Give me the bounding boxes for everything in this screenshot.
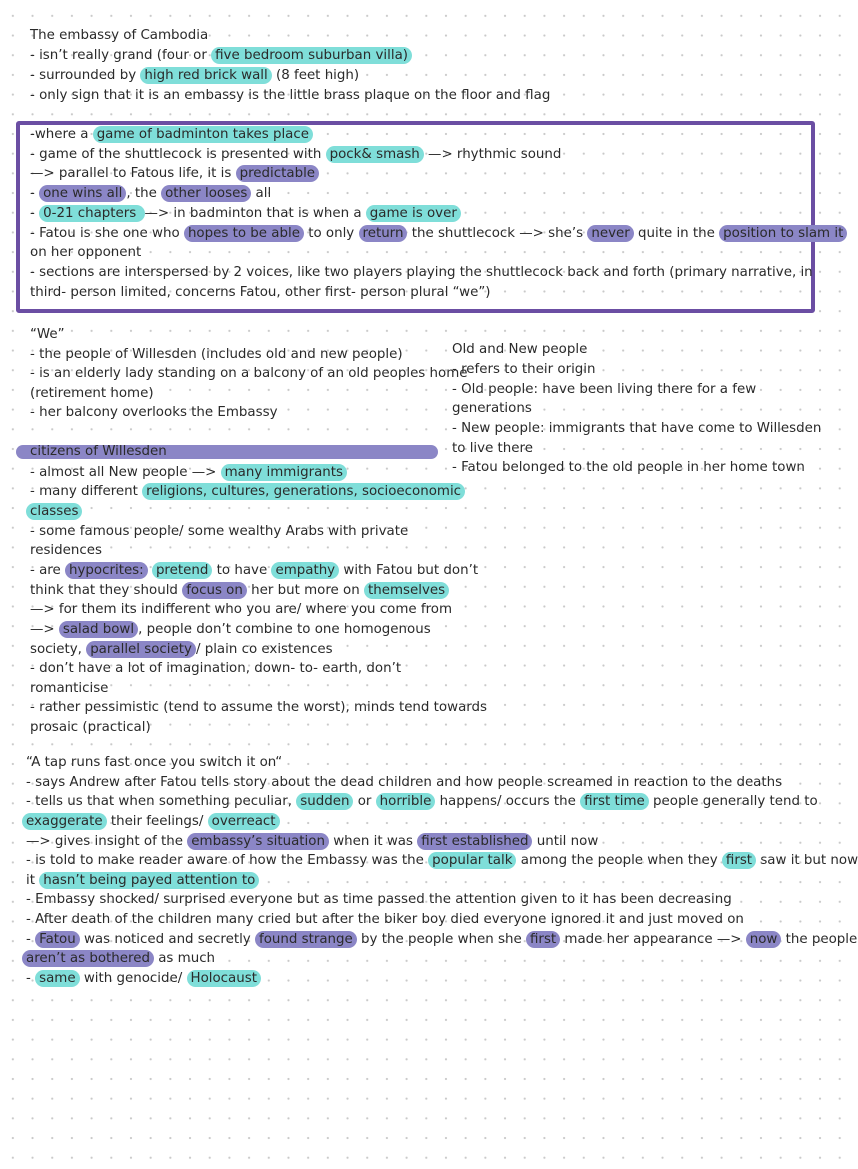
note-line: - Embassy shocked/ surprised everyone but as time passed the attention given to it has been decreasing [26,892,732,907]
highlight: now [746,931,782,948]
note-line: - 0-21 chapters —> in badminton that is when a game is over [30,204,461,224]
highlight: horrible [376,793,436,810]
highlight: other looses [161,185,251,202]
highlight: found strange [255,931,357,948]
note-line: think that they should focus on her but more on themselves [30,581,449,601]
note-line: romanticise [30,681,109,696]
note-line: - are hypocrites: pretend to have empathy with Fatou but don’t [30,563,479,578]
embassy-heading: The embassy of Cambodia [30,28,209,43]
note-line: - her balcony overlooks the Embassy [30,405,278,420]
note-line: - is an elderly lady standing on a balcony of an old peoples home [30,366,468,381]
note-line: - many different religions, cultures, generations, socioeconomic [30,482,465,502]
note-line: - game of the shuttlecock is presented with pock& smash —> rhythmic sound [30,147,562,162]
note-line: - the people of Willesden (includes old and new people) [30,347,403,362]
note-line: - Old people: have been living there for a few [452,382,757,397]
note-line: - rather pessimistic (tend to assume the worst), minds tend towards [30,700,488,715]
highlight: hopes to be able [184,225,304,242]
note-line: - is told to make reader aware of how the Embassy was the popular talk among the people when they first saw it but now [26,853,858,868]
highlight: high red brick wall [140,67,271,84]
highlight: hypocrites: [65,562,148,579]
highlight: parallel society [86,641,196,658]
note-line: - isn’t really grand (four or five bedroom suburban villa) [30,46,412,66]
note-line: - Fatou was noticed and secretly found strange by the people when she first made her appearance —> now the people [26,932,858,947]
highlight: predictable [236,165,319,182]
note-line: - don’t have a lot of imagination, down- to- earth, don’t [30,661,402,676]
note-line: - says Andrew after Fatou tells story about the dead children and how people screamed in reaction to the deaths [26,775,783,790]
highlight: sudden [296,793,353,810]
highlight: game of badminton takes place [93,126,313,143]
highlight: one wins all [39,185,126,202]
note-line: generations [452,401,532,416]
note-line: - refers to their origin [452,362,596,377]
tap-heading: “A tap runs fast once you switch it on“ [26,755,283,770]
highlight: position to slam it [719,225,847,242]
note-line: residences [30,543,102,558]
note-line [26,502,82,522]
note-line: society, parallel society / plain co existences [30,642,333,657]
note-line: - some famous people/ some wealthy Arabs with private [30,524,409,539]
note-line: - tells us that when something peculiar, sudden or horrible happens/ occurs the first time people generally tend to [26,794,818,809]
highlight: empathy [271,562,339,579]
highlight: game is over [366,205,461,222]
note-line: (retirement home) [30,386,154,401]
note-line: - Fatou belonged to the old people in her home town [452,460,805,475]
highlight: five bedroom suburban villa) [211,47,412,64]
we-heading: “We” [30,327,65,342]
note-line: - sections are interspersed by 2 voices, like two players playing the shuttlecock back and forth (primary narrative, in [30,265,813,280]
highlight: religions, cultures, generations, socioeconomic [142,483,465,500]
highlight: overreact [208,813,280,830]
highlight: Fatou [35,931,80,948]
highlight: salad bowl [59,621,138,638]
highlight: first time [580,793,649,810]
highlight: exaggerate [22,813,107,830]
note-line: - After death of the children many cried but after the biker boy died everyone ignored it and just moved on [26,912,744,927]
highlight: popular talk [428,852,516,869]
highlight: return [359,225,408,242]
note-line: to live there [452,441,533,456]
note-line: - surrounded by high red brick wall (8 feet high) [30,68,360,83]
highlight: aren’t as bothered [22,950,154,967]
highlight: many immigrants [221,464,347,481]
note-line: —> gives insight of the embassy’s situation when it was first established until now [26,834,599,849]
note-line: —> for them its indifferent who you are/ where you come from [30,602,453,617]
note-line: - only sign that it is an embassy is the little brass plaque on the floor and flag [30,88,551,103]
note-line: - same with genocide/ Holocaust [26,969,261,989]
old-new-heading: Old and New people [452,342,588,357]
citizens-label: citizens of Willesden [30,444,167,459]
highlight: pretend [152,562,212,579]
note-line: - Fatou is she one who hopes to be able to only return the shuttlecock —> she’s never quite in the position to slam it [30,224,847,244]
note-line: prosaic (practical) [30,720,151,735]
highlight: themselves [364,582,449,599]
highlight: first established [417,833,532,850]
highlight: Holocaust [187,970,261,987]
highlight: same [35,970,79,987]
highlight: pock& smash [326,146,424,163]
note-line: —> parallel to Fatous life, it is predictable [30,164,319,184]
highlight: never [587,225,633,242]
highlight: embassy’s situation [187,833,329,850]
highlight: first [526,931,560,948]
note-line: —> salad bowl , people don’t combine to one homogenous [30,622,431,637]
note-line: it hasn’t being payed attention to [26,871,259,891]
highlight: first [722,852,756,869]
note-line: third- person limited, concerns Fatou, other first- person plural “we”) [30,285,491,300]
highlight: 0-21 chapters [39,205,144,222]
note-line: -where a game of badminton takes place [30,125,313,145]
note-line: aren’t as bothered as much [22,949,215,969]
note-line: exaggerate their feelings/ overreact [22,812,280,832]
highlight: hasn’t being payed attention to [39,872,259,889]
highlight: classes [26,503,82,520]
note-line: - almost all New people —> many immigrants [30,463,347,483]
note-line: on her opponent [30,245,142,260]
note-line: - one wins all , the other looses all [30,186,272,201]
highlight: focus on [182,582,247,599]
note-line: - New people: immigrants that have come to Willesden [452,421,822,436]
